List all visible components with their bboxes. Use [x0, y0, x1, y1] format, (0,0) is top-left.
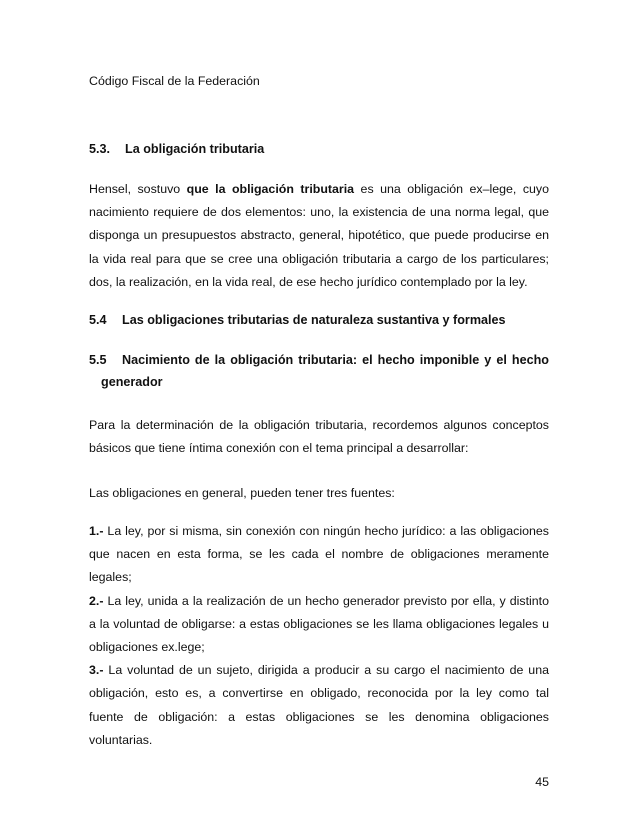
paragraph-line: nacimiento requiere de dos elementos: uno, la existencia de una norma legal, que [89, 205, 549, 220]
paragraph-line: Las obligaciones en general, pueden tener tres fuentes: [89, 486, 395, 500]
paragraph-line: Para la determinación de la obligación tributaria, recordemos algunos conceptos [89, 418, 549, 432]
list-item-line: fuente de obligación: a estas obligaciones se les denomina obligaciones [89, 709, 549, 724]
paragraph-fuentes [89, 482, 549, 505]
section-title-line: 5.5 Nacimiento de la obligación tributaria: el hecho imponible y el hecho [89, 349, 549, 371]
fuentes-list [89, 520, 549, 752]
list-item-line: voluntarias. [89, 732, 153, 747]
section-number: 5.4 [89, 313, 107, 327]
page-number: 45 [535, 775, 549, 789]
list-marker: 3.- [89, 663, 104, 678]
section-number: 5.5 [89, 353, 107, 367]
list-item-line: 3.- La voluntad de un sujeto, dirigida a producir a su cargo el nacimiento de una [89, 663, 549, 678]
list-item-line: 2.- La ley, unida a la realización de un hecho generador previsto por ella, y distinto [89, 593, 549, 608]
paragraph-determinacion [89, 414, 549, 460]
emphasis-text: que la obligación tributaria [186, 182, 355, 196]
section-title-line: generador [101, 375, 163, 389]
section-title: Las obligaciones tributarias de naturaleza sustantiva y formales [122, 313, 506, 327]
section-number: 5.3. [89, 142, 111, 156]
list-marker: 1.- [89, 524, 104, 538]
running-head: Código Fiscal de la Federación [89, 74, 260, 88]
paragraph-line: disponga un presupuestos abstracto, general, hipotético, que puede producirse en [89, 228, 549, 243]
list-marker: 2.- [89, 593, 104, 608]
list-item-line: que nacen en esta forma, se les cada el nombre de obligaciones meramente [89, 547, 549, 562]
paragraph-line: básicos que tiene íntima conexión con el tema principal a desarrollar: [89, 441, 469, 456]
paragraph-hensel [89, 178, 549, 294]
paragraph-line: la vida real para que se cree una obligación tributaria a cargo de los particulares; [89, 251, 549, 266]
list-item-line: a la voluntad de obligarse: a estas obligaciones se les llama obligaciones legales u [89, 616, 549, 631]
list-item-line: obligación, esto es, a convertirse en obligado, reconocida por la ley como tal [89, 686, 549, 701]
list-item-line: obligaciones ex.lege; [89, 639, 205, 654]
section-heading-5-5 [89, 349, 549, 393]
section-heading-5-4 [89, 313, 506, 327]
list-item-line: 1.- La ley, por si misma, sin conexión con ningún hecho jurídico: a las obligaciones [89, 524, 549, 538]
paragraph-line: Hensel, sostuvo que la obligación tributaria es una obligación ex–lege, cuyo [89, 182, 549, 196]
section-heading-5-3 [89, 142, 264, 156]
list-item-line: legales; [89, 570, 132, 585]
paragraph-line: dos, la realización, en la vida real, de ese hecho jurídico contemplado por la ley. [89, 274, 528, 289]
section-title: La obligación tributaria [125, 142, 265, 156]
